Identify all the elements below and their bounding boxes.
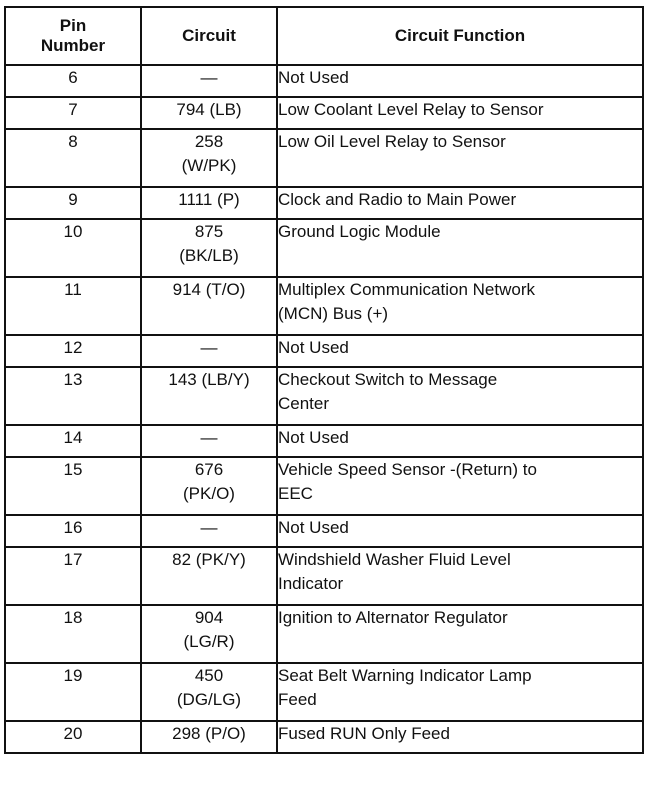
circuit-cell xyxy=(141,65,277,97)
circuit-line: 82 (PK/Y) xyxy=(172,550,246,569)
function-line: Not Used xyxy=(278,518,349,537)
function-line: Not Used xyxy=(278,338,349,357)
header-circuit-function: Circuit Function xyxy=(277,7,643,65)
function-line: EEC xyxy=(278,484,313,503)
pin-number-cell: 6 xyxy=(5,65,141,97)
header-row xyxy=(5,7,643,65)
circuit-function-cell xyxy=(277,335,643,367)
function-line: (MCN) Bus (+) xyxy=(278,304,389,323)
function-line: Feed xyxy=(278,690,317,709)
circuit-function-cell xyxy=(277,219,643,277)
circuit-function-cell xyxy=(277,425,643,457)
table-row xyxy=(5,547,643,605)
pin-number-cell: 12 xyxy=(5,335,141,367)
circuit-line: — xyxy=(200,518,218,537)
table-row xyxy=(5,721,643,753)
circuit-line: (PK/O) xyxy=(183,484,235,503)
pin-number-cell: 9 xyxy=(5,187,141,219)
table-row xyxy=(5,367,643,425)
circuit-function-cell xyxy=(277,187,643,219)
circuit-function-cell xyxy=(277,277,643,335)
pin-number-cell: 11 xyxy=(5,277,141,335)
circuit-cell xyxy=(141,335,277,367)
circuit-cell xyxy=(141,721,277,753)
function-line: Low Oil Level Relay to Sensor xyxy=(278,132,506,151)
circuit-line: 676 xyxy=(194,460,224,479)
circuit-function-cell xyxy=(277,367,643,425)
function-line: Low Coolant Level Relay to Sensor xyxy=(278,100,544,119)
pin-number-cell: 8 xyxy=(5,129,141,187)
function-line: Ignition to Alternator Regulator xyxy=(278,608,508,627)
function-line: Indicator xyxy=(278,574,344,593)
pin-number-cell: 17 xyxy=(5,547,141,605)
pin-number-cell: 14 xyxy=(5,425,141,457)
circuit-line: (BK/LB) xyxy=(179,246,239,265)
function-line: Vehicle Speed Sensor -(Return) to xyxy=(278,460,537,479)
table-row xyxy=(5,663,643,721)
pin-number-cell: 10 xyxy=(5,219,141,277)
circuit-function-cell xyxy=(277,65,643,97)
circuit-function-cell xyxy=(277,457,643,515)
circuit-cell xyxy=(141,663,277,721)
function-line: Seat Belt Warning Indicator Lamp xyxy=(278,666,532,685)
function-line: Not Used xyxy=(278,68,349,87)
table-row xyxy=(5,97,643,129)
circuit-line: 914 (T/O) xyxy=(172,280,246,299)
function-line: Not Used xyxy=(278,428,349,447)
table-row xyxy=(5,65,643,97)
pin-number-cell: 18 xyxy=(5,605,141,663)
table-row xyxy=(5,515,643,547)
circuit-cell xyxy=(141,97,277,129)
circuit-line: 143 (LB/Y) xyxy=(168,370,250,389)
circuit-cell xyxy=(141,425,277,457)
function-line: Clock and Radio to Main Power xyxy=(278,190,517,209)
function-line: Center xyxy=(278,394,330,413)
circuit-cell xyxy=(141,605,277,663)
circuit-cell xyxy=(141,219,277,277)
table-row xyxy=(5,187,643,219)
header-pin-line2: Number xyxy=(40,36,106,55)
circuit-function-cell xyxy=(277,515,643,547)
circuit-line: — xyxy=(200,428,218,447)
circuit-cell xyxy=(141,187,277,219)
function-line: Checkout Switch to Message xyxy=(278,370,498,389)
circuit-function-cell xyxy=(277,721,643,753)
table-body xyxy=(5,65,643,753)
pin-circuit-table xyxy=(4,6,644,754)
pin-number-cell: 20 xyxy=(5,721,141,753)
table-row xyxy=(5,605,643,663)
header-pin-number xyxy=(5,7,141,65)
circuit-line: (DG/LG) xyxy=(176,690,242,709)
circuit-line: 298 (P/O) xyxy=(172,724,246,743)
pin-number-cell: 16 xyxy=(5,515,141,547)
circuit-line: — xyxy=(200,338,218,357)
circuit-line: — xyxy=(200,68,218,87)
circuit-line: 794 (LB) xyxy=(176,100,242,119)
pin-number-cell: 15 xyxy=(5,457,141,515)
circuit-cell xyxy=(141,515,277,547)
circuit-cell xyxy=(141,129,277,187)
circuit-function-cell xyxy=(277,605,643,663)
circuit-function-cell xyxy=(277,663,643,721)
pin-number-cell: 19 xyxy=(5,663,141,721)
circuit-line: (W/PK) xyxy=(181,156,237,175)
circuit-cell xyxy=(141,457,277,515)
circuit-line: 450 xyxy=(194,666,224,685)
circuit-line: 904 xyxy=(194,608,224,627)
circuit-cell xyxy=(141,367,277,425)
function-line: Multiplex Communication Network xyxy=(278,280,535,299)
header-circuit: Circuit xyxy=(141,7,277,65)
header-pin-line1: Pin xyxy=(59,16,87,35)
circuit-cell xyxy=(141,277,277,335)
circuit-line: (LG/R) xyxy=(183,632,235,651)
pin-number-cell: 7 xyxy=(5,97,141,129)
table-row xyxy=(5,129,643,187)
circuit-function-cell xyxy=(277,97,643,129)
circuit-line: 875 xyxy=(194,222,224,241)
table-row xyxy=(5,277,643,335)
circuit-function-cell xyxy=(277,547,643,605)
circuit-function-cell xyxy=(277,129,643,187)
function-line: Windshield Washer Fluid Level xyxy=(278,550,511,569)
function-line: Ground Logic Module xyxy=(278,222,441,241)
table-row xyxy=(5,219,643,277)
function-line: Fused RUN Only Feed xyxy=(278,724,450,743)
table-row xyxy=(5,425,643,457)
pin-number-cell: 13 xyxy=(5,367,141,425)
circuit-line: 1111 (P) xyxy=(178,190,240,209)
circuit-line: 258 xyxy=(194,132,224,151)
circuit-cell xyxy=(141,547,277,605)
table-row xyxy=(5,457,643,515)
table-row xyxy=(5,335,643,367)
